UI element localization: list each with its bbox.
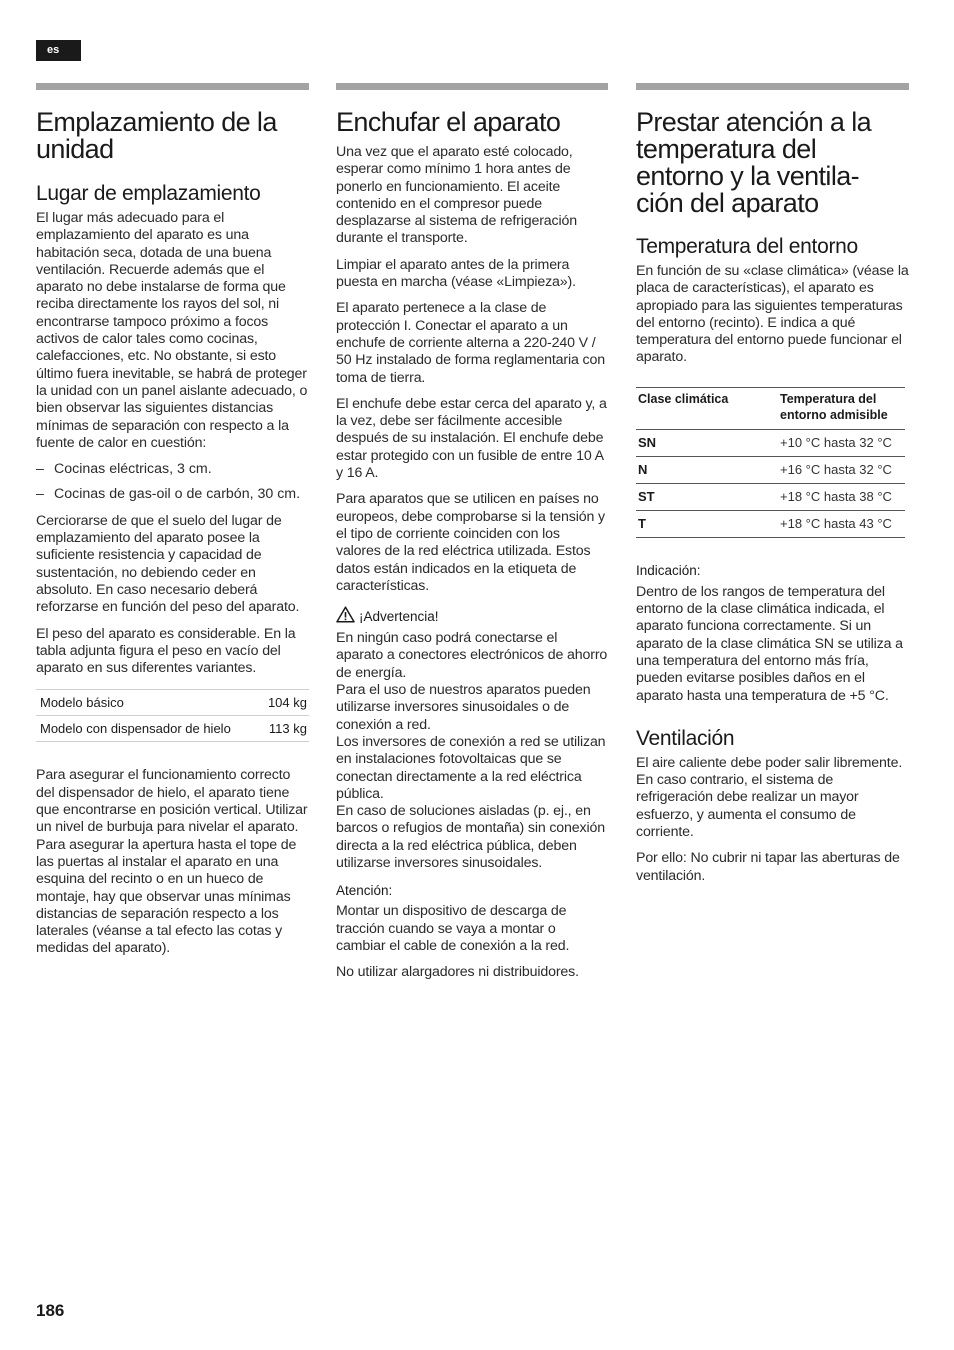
section-title-connect: Enchufar el aparato <box>336 107 561 137</box>
table-row <box>36 690 309 716</box>
paragraph: Para aparatos que se utilicen en países no europeos, debe comprobarse si la tensión y el tipo de corriente coinciden con los valores de la red eléctrica utilizada. Estos datos están indicados en la etiqueta de características. <box>336 491 605 594</box>
dash-bullet: – <box>36 461 44 478</box>
paragraph: Los inversores de conexión a red se utilizan en instalaciones fotovoltaicas que se conectan directamente a la red eléctrica pública. <box>336 733 606 802</box>
section-rule <box>336 83 608 90</box>
attention-label: Atención: <box>336 883 393 899</box>
paragraph: Montar un dispositivo de descarga de tracción cuando se vaya a montar o cambiar el cable de conexión a la red. <box>336 903 570 954</box>
paragraph: El aire caliente debe poder salir libremente. En caso contrario, el sistema de refrigeración debe realizar un mayor esfuerzo, y aumenta el consumo de corriente. <box>636 754 903 841</box>
model-cell: Modelo básico <box>36 690 259 716</box>
list-item-text: Cocinas de gas-oil o de carbón, 30 cm. <box>54 486 301 503</box>
column-header-temperature: Temperatura del entorno admisible <box>770 387 905 429</box>
climate-class-table <box>636 387 905 538</box>
class-cell: SN <box>636 429 770 456</box>
paragraph: Limpiar el aparato antes de la primera puesta en marcha (véase «Limpieza»). <box>336 256 576 291</box>
paragraph: No utilizar alargadores ni distribuidores. <box>336 964 579 981</box>
paragraph: En caso de soluciones aisladas (p. ej., en barcos o refugios de montaña) sin conexión directa a la red eléctrica pública, deben utilizarse inversores sinusoidales. <box>336 803 605 871</box>
paragraph: El aparato pertenece a la clase de protección I. Conectar el aparato a un enchufe de corriente alterna a 220-240 V / 50 Hz instalado de forma reglamentaria con toma de tierra. <box>336 300 605 386</box>
paragraph: Dentro de los rangos de temperatura del entorno de la clase climática indicada, el aparato funciona correctamente. Si un aparato de la clase climática SN se utiliza a una temperatura del entorno más fría, pueden evitarse posibles daños en el aparato hasta una temperatura de +5 °C. <box>636 583 903 704</box>
list-item <box>36 461 309 478</box>
section-rule <box>36 83 309 90</box>
range-cell: +10 °C hasta 32 °C <box>770 429 905 456</box>
subsection-title-ventilation: Ventilación <box>636 726 735 750</box>
table-row <box>636 483 905 510</box>
paragraph: El peso del aparato es considerable. En la tabla adjunta figura el peso en vacío del aparato en sus diferentes variantes. <box>36 625 296 677</box>
weight-table <box>36 689 309 742</box>
table-row <box>636 456 905 483</box>
weight-cell: 113 kg <box>259 716 309 742</box>
class-cell: ST <box>636 483 770 510</box>
table-header-row <box>636 387 905 429</box>
paragraph: Cerciorarse de que el suelo del lugar de emplazamiento del aparato posee la suficiente resistencia y capacidad de sustentación, no debiendo ceder en absoluto. En caso necesario deberá reforzarse en función del peso del aparato. <box>36 512 300 616</box>
column-installation <box>36 83 309 958</box>
weight-cell: 104 kg <box>259 690 309 716</box>
warning-triangle-icon <box>336 606 355 627</box>
dash-bullet: – <box>36 486 44 503</box>
paragraph: El enchufe debe estar cerca del aparato y, a la vez, debe ser fácilmente accesible después de su instalación. El enchufe debe estar protegido con un fusible de entre 10 A y 16 A. <box>336 395 607 482</box>
paragraph: Para el uso de nuestros aparatos pueden utilizarse inversores sinusoidales o de conexión a red. <box>336 682 591 733</box>
list-item-text: Cocinas eléctricas, 3 cm. <box>54 461 212 478</box>
subsection-title-location: Lugar de emplazamiento <box>36 182 261 205</box>
range-cell: +16 °C hasta 32 °C <box>770 456 905 483</box>
table-row <box>636 429 905 456</box>
paragraph: Una vez que el aparato esté colocado, esperar como mínimo 1 hora antes de ponerlo en funcionamiento. El aceite contenido en el compresor puede desplazarse al sistema de refrigeración durante el transporte. <box>336 144 577 247</box>
subsection-title-ambient-temperature: Temperatura del entorno <box>636 235 858 258</box>
class-cell: T <box>636 510 770 537</box>
page-number: 186 <box>36 1301 65 1320</box>
section-title-installation: Emplazamiento de la unidad <box>36 107 277 164</box>
paragraph: Por ello: No cubrir ni tapar las aberturas de ventilación. <box>636 850 900 884</box>
column-header-class: Clase climática <box>636 387 770 429</box>
paragraph: En ningún caso podrá conectarse el aparato a conectores electrónicos de ahorro de energía. <box>336 630 608 681</box>
paragraph: El lugar más adecuado para el emplazamiento del aparato es una habitación seca, dotada de una buena ventilación. Recuerde además que el aparato no debe instalarse de forma que reciba directamente los rayos del sol, ni encontrarse tampoco próximo a focos activos de calor tales como cocinas, calefacciones, etc. No obstante, si esto último fuera inevitable, se habrá de proteger la unidad con un panel aislante adecuado, o bien observar las siguientes distancias mínimas de separación con respecto a la fuente de calor en cuestión: <box>36 210 308 451</box>
range-cell: +18 °C hasta 38 °C <box>770 483 905 510</box>
table-row <box>636 510 905 537</box>
list-item <box>36 486 309 503</box>
warning-heading <box>336 606 608 627</box>
paragraph: Para asegurar el funcionamiento correcto del dispensador de hielo, el aparato tiene que encontrarse en posición vertical. Utilizar un nivel de burbuja para nivelar el aparato. <box>36 767 308 836</box>
section-title-temperature: Prestar atención a la temperatura del entorno y la ventila-ción del aparato <box>636 107 872 218</box>
section-rule <box>636 83 909 90</box>
column-connect <box>336 83 608 981</box>
warning-label: ¡Advertencia! <box>359 609 439 625</box>
class-cell: N <box>636 456 770 483</box>
column-temperature-ventilation <box>636 83 909 885</box>
language-tab: es <box>36 40 81 61</box>
table-row <box>36 716 309 742</box>
distance-list <box>36 461 309 504</box>
paragraph: En función de su «clase climática» (véase la placa de características), el aparato es apropiado para las siguientes temperaturas del entorno (recinto). E indica a qué temperatura del entorno puede funcionar el aparato. <box>636 263 909 366</box>
paragraph: Para asegurar la apertura hasta el tope de las puertas al instalar el aparato en una esquina del recinto o en un hueco de montaje, hay que observar unas mínimas distancias de separación respecto a los laterales (véanse a tal efecto las cotas y medidas del aparato). <box>36 836 297 957</box>
model-cell: Modelo con dispensador de hielo <box>36 716 259 742</box>
range-cell: +18 °C hasta 43 °C <box>770 510 905 537</box>
note-label: Indicación: <box>636 562 701 578</box>
